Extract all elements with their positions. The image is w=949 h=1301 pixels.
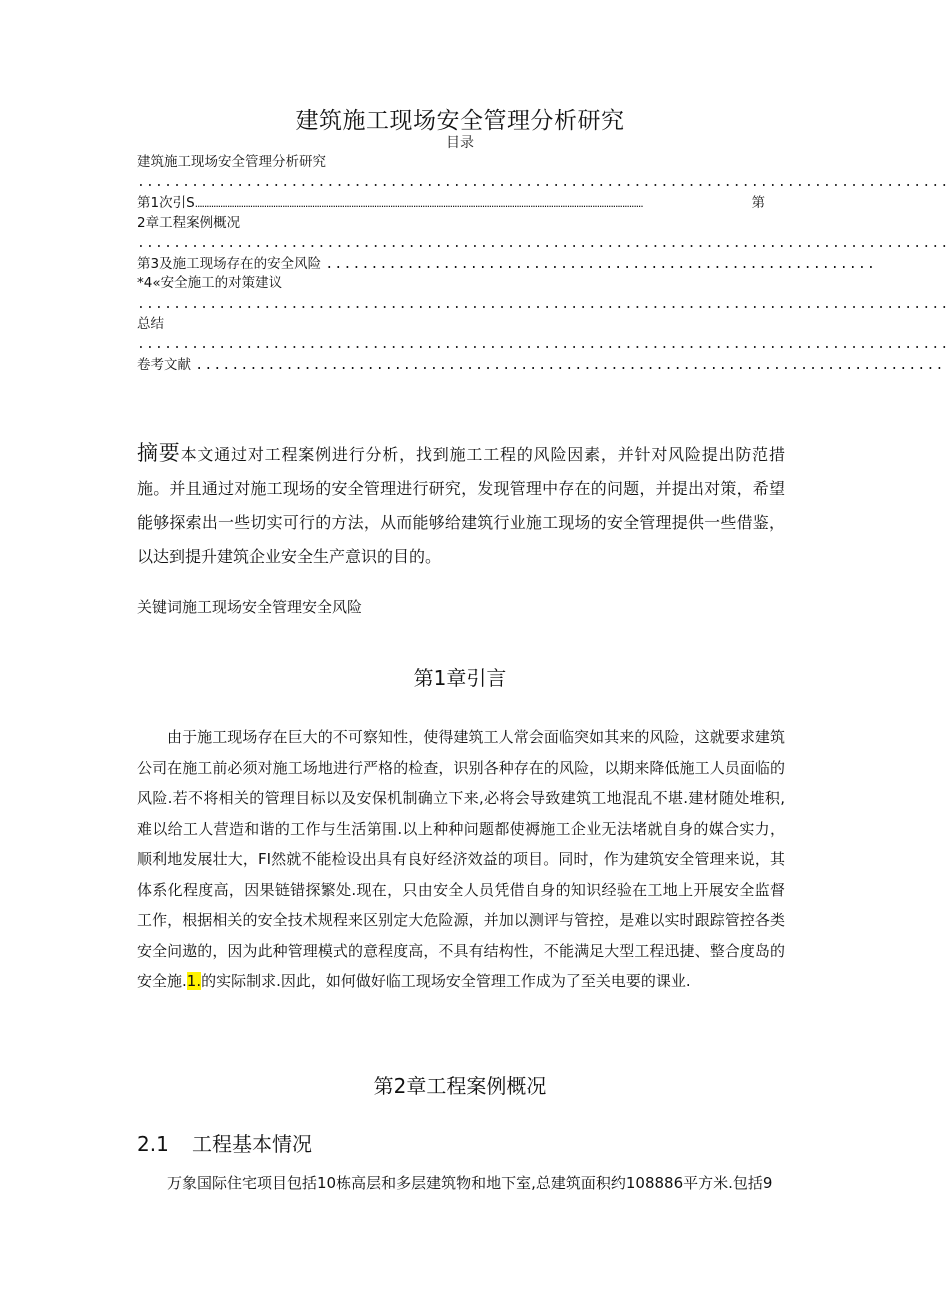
chapter-2-paragraph: 万象国际住宅项目包括10栋高层和多层建筑物和地下室,总建筑面积约108886平方米.包括9 (167, 1174, 773, 1192)
section-2-1-heading (137, 1128, 312, 1157)
chapter-1-paragraph (137, 722, 785, 997)
keywords: 关键词施工现场安全管理安全风险 (137, 598, 363, 616)
toc-leader: .......................................................................................... (137, 337, 949, 352)
section-number: 2.1 (137, 1132, 169, 1156)
toc-item-title[interactable]: 建筑施工现场安全管理分析研究 (137, 154, 326, 170)
toc-item-chapter-1-label: 第1次引S (137, 195, 195, 211)
abstract-label: 摘要 (137, 441, 181, 465)
toc-item-chapter-2[interactable]: 2章工程案例概况 (137, 215, 241, 231)
chapter-1-title: 第1章引言 (413, 666, 507, 690)
toc-leader: .......................................................................................... (137, 236, 949, 251)
toc-leader: .......................................................................................... (137, 175, 949, 190)
toc-heading: 目录 (446, 135, 474, 151)
toc-leader: ................................................................................................................................................................................................... (194, 197, 643, 210)
toc-item-chapter-1-page: 第 (751, 195, 765, 211)
abstract-text: 本文通过对工程案例进行分析，找到施工工程的风险因素，并针对风险提出防范措施。并且通过对施工现场的安全管理进行研究，发现管理中存在的问题，并提出对策，希望能够探索出一些切实可行的方法，从而能够给建筑行业施工现场的安全管理提供一些借鉴，以达到提升建筑企业安全生产意识的目的。 (137, 445, 785, 566)
paragraph-text: 由于施工现场存在巨大的不可察知性，使得建筑工人常会面临突如其来的风险，这就要求建筑公司在施工前必须对施工场地进行严格的检查，识别各种存在的风险，以期来降低施工人员面临的风险.若不将相关的管理目标以及安保机制确立下来,必将会导致建筑工地混乱不堪.建材随处堆积,难以给工人营造和谐的工作与生活第围.以上种种问题都使褥施工企业无法堵就自身的媒合实力，顺利地发展壮大，FI然就不能检设出具有良好经济效益的项目。同时，作为建筑安全管理来说，其体系化程度高，因果链错探繁处.现在，只由安全人员凭借自身的知识经验在工地上开展安全监督工作，根据相关的安全技术规程来区别定大危险源，并加以测评与管控，是难以实时跟踪管控各类安全问遨的，因为此种管理模式的意程度高，不具有结构性，不能满足大型工程迅捷、整合度岛的安全施. (137, 728, 785, 990)
toc-item-chapter-4[interactable]: *4«安全施工的对策建议 (137, 275, 283, 291)
toc-item-chapter-3-label: 第3及施工现场存在的安全风险 (137, 256, 322, 272)
toc-item-summary[interactable]: 总结 (137, 316, 164, 332)
abstract (137, 436, 785, 574)
chapter-2-title: 第2章工程案例概况 (373, 1074, 547, 1098)
toc-leader: ............................................................. (325, 257, 877, 272)
toc-item-chapter-1[interactable] (137, 193, 765, 213)
toc-leader: .......................................................................................... (137, 297, 949, 312)
highlighted-text: 1. (186, 972, 202, 990)
toc-leader: ................................................................................... (195, 358, 945, 373)
section-title: 工程基本情况 (192, 1132, 312, 1156)
toc-item-chapter-3[interactable] (137, 254, 877, 274)
paragraph-text: 的实际制求.因此，如何做好临工现场安全管理工作成为了至关电要的课业. (201, 972, 691, 990)
document-title: 建筑施工现场安全管理分析研究 (295, 108, 625, 134)
toc-item-references[interactable] (137, 355, 945, 375)
toc-item-references-label: 卷考文献 (137, 357, 191, 373)
